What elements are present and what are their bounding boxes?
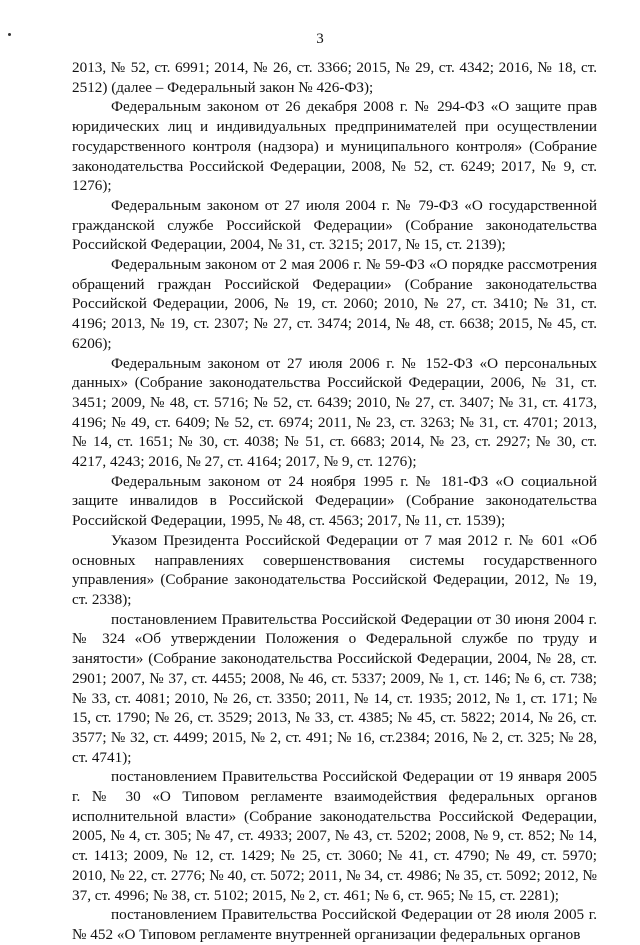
paragraph: Федеральным законом от 2 мая 2006 г. № 59-ФЗ «О порядке рассмотрения обращений граждан Российской Федерации» (Собрание законодательства Российской Федерации, 2006, № 19, ст. 2060; 2010, № 27, ст. 3410; № 31, ст. 4196; 2013, № 19, ст. 2307; № 27, ст. 3474; 2014, № 48, ст. 6638; 2015, № 45, ст. 6206);	[72, 256, 597, 352]
paragraph: Федеральным законом от 27 июля 2004 г. № 79-ФЗ «О государственной гражданской службе Российской Федерации» (Собрание законодательства Российской Федерации, 2004, № 31, ст. 3215; 2017, № 15, ст. 2139);	[72, 196, 597, 254]
page-number: 3	[316, 31, 324, 47]
paragraph: 2013, № 52, ст. 6991; 2014, № 26, ст. 3366; 2015, № 29, ст. 4342; 2016, № 18, ст. 2512) (далее – Федеральный закон № 426-ФЗ);	[72, 59, 597, 96]
paragraph: Федеральным законом от 24 ноября 1995 г. № 181-ФЗ «О социальной защите инвалидов в Российской Федерации» (Собрание законодательства Российской Федерации, 1995, № 48, ст. 4563; 2017, № 11, ст. 1539);	[72, 472, 597, 530]
paragraph: постановлением Правительства Российской Федерации от 28 июля 2005 г. № 452 «О Типовом регламенте внутренней организации федеральных органов	[72, 906, 597, 943]
paragraph: постановлением Правительства Российской Федерации от 19 января 2005 г. № 30 «О Типовом регламенте взаимодействия федеральных органов исполнительной власти» (Собрание законодательства Российской Федерации, 2005, № 4, ст. 305; № 47, ст. 4933; 2007, № 43, ст. 5202; 2008, № 9, ст. 852; № 14, ст. 1413; 2009, № 12, ст. 1429; № 25, ст. 3060; № 41, ст. 4790; № 49, ст. 5970; 2010, № 22, ст. 2776; № 40, ст. 5072; 2011, № 34, ст. 4986; № 35, ст. 5092; 2012, № 37, ст. 4996; № 38, ст. 5102; 2015, № 2, ст. 461; № 6, ст. 965; № 15, ст. 2281);	[72, 768, 597, 904]
paragraph: Указом Президента Российской Федерации от 7 мая 2012 г. № 601 «Об основных направлениях совершенствования системы государственного управления» (Собрание законодательства Российской Федерации, 2012, № 19, ст. 2338);	[72, 531, 597, 608]
paragraph: Федеральным законом от 26 декабря 2008 г. № 294-ФЗ «О защите прав юридических лиц и индивидуальных предпринимателей при осуществлении государственного контроля (надзора) и муниципального контроля» (Собрание законодательства Российской Федерации, 2008, № 52, ст. 6249; 2017, № 9, ст. 1276);	[72, 98, 597, 195]
document-body	[72, 58, 597, 945]
paragraph: Федеральным законом от 27 июля 2006 г. № 152-ФЗ «О персональных данных» (Собрание законодательства Российской Федерации, 2006, № 31, ст. 3451; 2009, № 48, ст. 5716; № 52, ст. 6439; 2010, № 27, ст. 3407; № 31, ст. 4173, 4196; № 49, ст. 6409; № 52, ст. 6974; 2011, № 23, ст. 3263; № 31, ст. 4701; 2013, № 14, ст. 1651; № 30, ст. 4038; № 51, ст. 6683; 2014, № 23, ст. 2927; № 30, ст. 4217, 4243; 2016, № 27, ст. 4164; 2017, № 9, ст. 1276);	[72, 354, 597, 471]
paragraph: постановлением Правительства Российской Федерации от 30 июня 2004 г. № 324 «Об утверждении Положения о Федеральной службе по труду и занятости» (Собрание законодательства Российской Федерации, 2004, № 28, ст. 2901; 2007, № 37, ст. 4455; 2008, № 46, ст. 5337; 2009, № 1, ст. 146; № 6, ст. 738; № 33, ст. 4081; 2010, № 26, ст. 3350; 2011, № 14, ст. 1935; 2012, № 1, ст. 171; № 15, ст. 1790; № 26, ст. 3529; 2013, № 33, ст. 4385; № 45, ст. 5822; 2014, № 26, ст. 3577; № 32, ст. 4499; 2015, № 2, ст. 491; № 16, ст.2384; 2016, № 2, ст. 325; № 28, ст. 4741);	[72, 610, 597, 766]
